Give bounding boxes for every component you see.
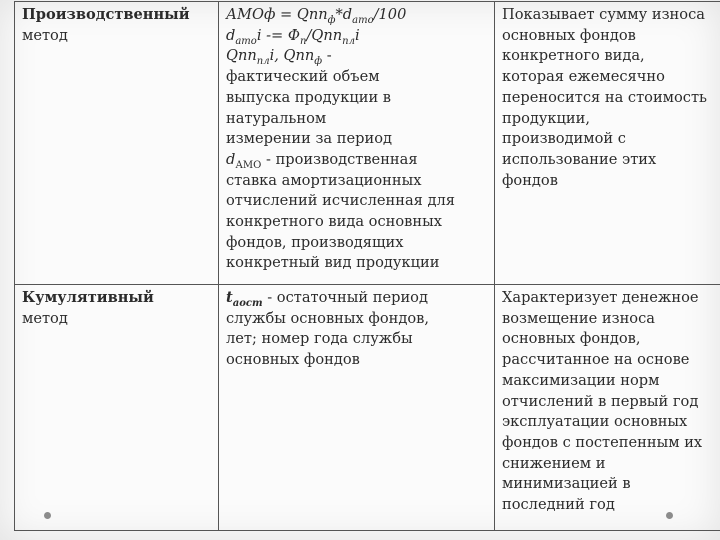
method-word: метод bbox=[22, 309, 68, 327]
purpose-line: производимой с bbox=[502, 130, 626, 148]
formula-line-3: Qпп$_{пл}$i, Qпп$_ф$ - bbox=[226, 47, 332, 68]
purpose-line: использование этих bbox=[502, 150, 657, 168]
purpose-line: основных фондов, bbox=[502, 330, 641, 348]
purpose-line: переносится на стоимость bbox=[502, 88, 708, 106]
method-name: Производственный bbox=[22, 6, 190, 23]
description-line: измерении за период bbox=[226, 130, 392, 148]
description-line: конкретный вид продукции bbox=[226, 254, 440, 272]
method-name-cell bbox=[15, 285, 219, 531]
bullet-dot-right-icon bbox=[666, 512, 673, 519]
table-row-cumulative bbox=[15, 285, 720, 531]
purpose-line: отчислений в первый год bbox=[502, 392, 699, 410]
formula-line-2: $d_{amo}i -= Ф_п/Qпп_{пл}i$ bbox=[226, 26, 360, 47]
method-name-cell bbox=[15, 2, 219, 285]
purpose-line: основных фондов bbox=[502, 26, 636, 44]
formula-cell bbox=[219, 2, 495, 285]
formula-line-1: АМОф = $Qпп_ф*d_{amo}/100$ bbox=[226, 6, 407, 26]
damo-definition: $d_{АМО}$ - производственная bbox=[226, 150, 418, 171]
table-row-production bbox=[15, 2, 720, 285]
description-line: ставка амортизационных bbox=[226, 171, 422, 189]
purpose-cell bbox=[495, 2, 720, 285]
description-line: отчислений исчисленная для bbox=[226, 192, 455, 210]
purpose-line: Характеризует денежное bbox=[502, 289, 699, 306]
depreciation-methods-table bbox=[14, 1, 720, 531]
description-line: службы основных фондов, bbox=[226, 309, 429, 327]
purpose-line: Показывает сумму износа bbox=[502, 6, 705, 23]
description-line: фактический объем bbox=[226, 68, 380, 86]
purpose-line: снижением и bbox=[502, 454, 606, 472]
purpose-line: рассчитанное на основе bbox=[502, 351, 690, 369]
purpose-line: продукции, bbox=[502, 109, 591, 127]
method-name: Кумулятивный bbox=[22, 289, 154, 306]
purpose-line: эксплуатации основных bbox=[502, 413, 688, 431]
bullet-dot-left-icon bbox=[44, 512, 51, 519]
purpose-line: конкретного вида, bbox=[502, 47, 645, 65]
t-definition: $t_{аост}$ - остаточный период bbox=[226, 289, 428, 309]
purpose-line: минимизацией в bbox=[502, 475, 631, 493]
description-line: выпуска продукции в bbox=[226, 88, 392, 106]
description-line: основных фондов bbox=[226, 351, 360, 369]
purpose-line: максимизации норм bbox=[502, 371, 660, 389]
description-line: фондов, производящих bbox=[226, 233, 404, 251]
purpose-line: которая ежемесячно bbox=[502, 68, 665, 86]
purpose-cell bbox=[495, 285, 720, 531]
description-line: конкретного вида основных bbox=[226, 213, 442, 231]
purpose-line: последний год bbox=[502, 496, 615, 514]
purpose-line: фондов с постепенным их bbox=[502, 433, 703, 451]
formula-cell bbox=[219, 285, 495, 531]
description-line: натуральном bbox=[226, 109, 327, 127]
method-word: метод bbox=[22, 26, 68, 44]
description-line: лет; номер года службы bbox=[226, 330, 413, 348]
purpose-line: фондов bbox=[502, 171, 558, 189]
purpose-line: возмещение износа bbox=[502, 309, 655, 327]
